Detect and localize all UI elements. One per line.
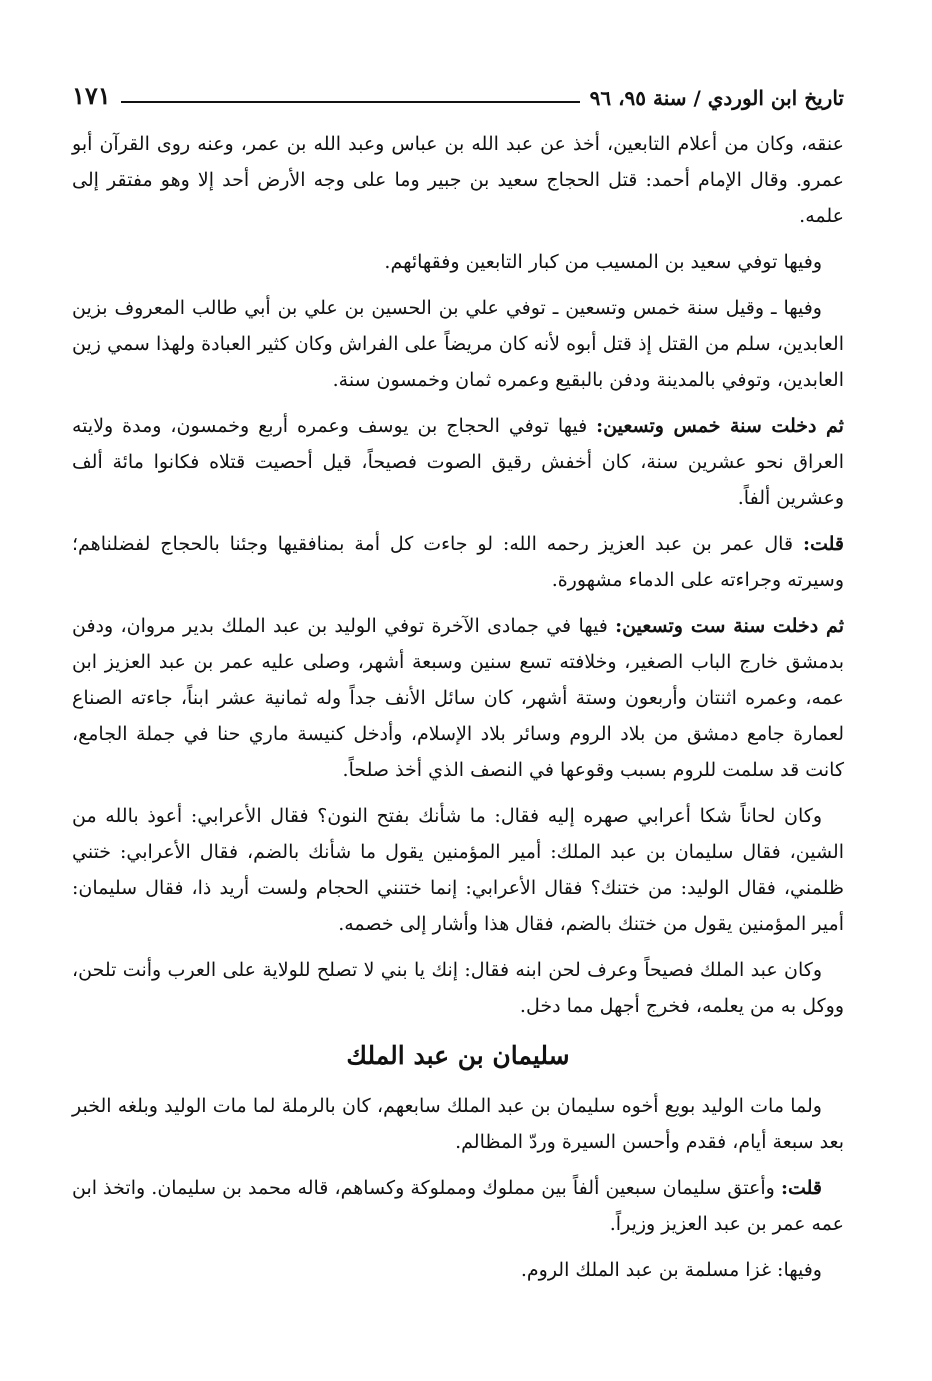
section-heading: سليمان بن عبد الملك	[346, 1041, 570, 1070]
year-heading-96: ثم دخلت سنة ست وتسعين:	[615, 615, 844, 637]
page-number: ١٧١	[72, 81, 111, 110]
paragraph-5-text: قال عمر بن عبد العزيز رحمه الله: لو جاءت كل أمة بمنافقيها وجئنا بالحجاج لفضلناهم؛ وسيرته وجراءته على الدماء مشهورة.	[72, 533, 844, 591]
year-heading-95: ثم دخلت سنة خمس وتسعين:	[596, 415, 844, 437]
paragraph-9: ولما مات الوليد بويع أخوه سليمان بن عبد الملك سابعهم، كان بالرملة لما مات الوليد وبلغه الخبر بعد سبعة أيام، فقدم وأحسن السيرة وردّ المظالم.	[72, 1095, 844, 1153]
paragraph-6	[72, 608, 844, 788]
paragraph-8: وكان عبد الملك فصيحاً وعرف لحن ابنه فقال: إنك يا بني لا تصلح للولاية على العرب وأنت تلحن، ووكل به من يعلمه، فخرج أجهل مما دخل.	[72, 959, 844, 1017]
paragraph-7: وكان لحاناً شكا أعرابي صهره إليه فقال: ما شأنك بفتح النون؟ فقال الأعرابي: أعوذ بالله من الشين، فقال سليمان بن عبد الملك: أمير المؤمنين يقول ما شأنك بالضم، فقال الأعرابي: ختني ظلمني، فقال الوليد: من ختنك؟ فقال الأعرابي: إنما ختنني الحجام ولست أريد ذا، فقال سليمان: أمير المؤمنين يقول من ختنك بالضم، فقال هذا وأشار إلى خصمه.	[72, 805, 844, 935]
paragraph-3: وفيها ـ وقيل سنة خمس وتسعين ـ توفي علي بن الحسين بن علي بن أبي طالب المعروف بزين العابدين، سلم من القتل إذ قتل أبوه لأنه كان مريضاً على الفراش وكان كثير العبادة ولهذا سمي زين العابدين، وتوفي بالمدينة ودفن بالبقيع وعمره ثمان وخمسون سنة.	[72, 297, 844, 391]
paragraph-4-text: فيها توفي الحجاج بن يوسف وعمره أربع وخمسون، ومدة ولايته العراق نحو عشرين سنة، كان أخفش رقيق الصوت فصيحاً، قيل أحصيت قتلاه فكانوا مائة ألف وعشرين ألفاً.	[72, 415, 844, 509]
header-rule	[121, 101, 580, 103]
paragraph-5	[72, 526, 844, 598]
paragraph-6-text: فيها في جمادى الآخرة توفي الوليد بن عبد الملك بدير مروان، ودفن بدمشق خارج الباب الصغير، وخلافته تسع سنين وسبعة أشهر، وصلى عليه عمر بن عبد العزيز ابن عمه، وعمره اثنتان وأربعون وستة أشهر، كان سائل الأنف جداً وله ثمانية عشر ابناً، جاءته الصناع لعمارة جامع دمشق من بلاد الروم وسائر بلاد الإسلام، وأدخل كنيسة ماري حنا في جملة الجامع، كانت قد سلمت للروم بسبب وقوعها في النصف الذي أخذ صلحاً.	[72, 615, 844, 781]
qultu-label: قلت:	[802, 533, 844, 555]
paragraph-4	[72, 408, 844, 516]
page-body	[72, 126, 844, 1298]
paragraph-1: عنقه، وكان من أعلام التابعين، أخذ عن عبد الله بن عباس وعبد الله بن عمر، وعنه روى القرآن أبو عمرو. وقال الإمام أحمد: قتل الحجاج سعيد بن جبير وما على وجه الأرض أحد إلا وهو مفتقر إلى علمه.	[72, 133, 844, 227]
paragraph-10-text: وأعتق سليمان سبعين ألفاً بين مملوك ومملوكة وكساهم، قاله محمد بن سليمان. واتخذ ابن عمه عمر بن عبد العزيز وزيراً.	[72, 1177, 844, 1235]
qultu-label-2: قلت:	[780, 1177, 822, 1199]
paragraph-2: وفيها توفي سعيد بن المسيب من كبار التابعين وفقهائهم.	[384, 251, 822, 273]
paragraph-11: وفيها: غزا مسلمة بن عبد الملك الروم.	[520, 1259, 822, 1281]
page-header	[72, 76, 844, 110]
running-title: تاريخ ابن الوردي / سنة ٩٥، ٩٦	[589, 86, 844, 110]
paragraph-10	[72, 1170, 844, 1242]
